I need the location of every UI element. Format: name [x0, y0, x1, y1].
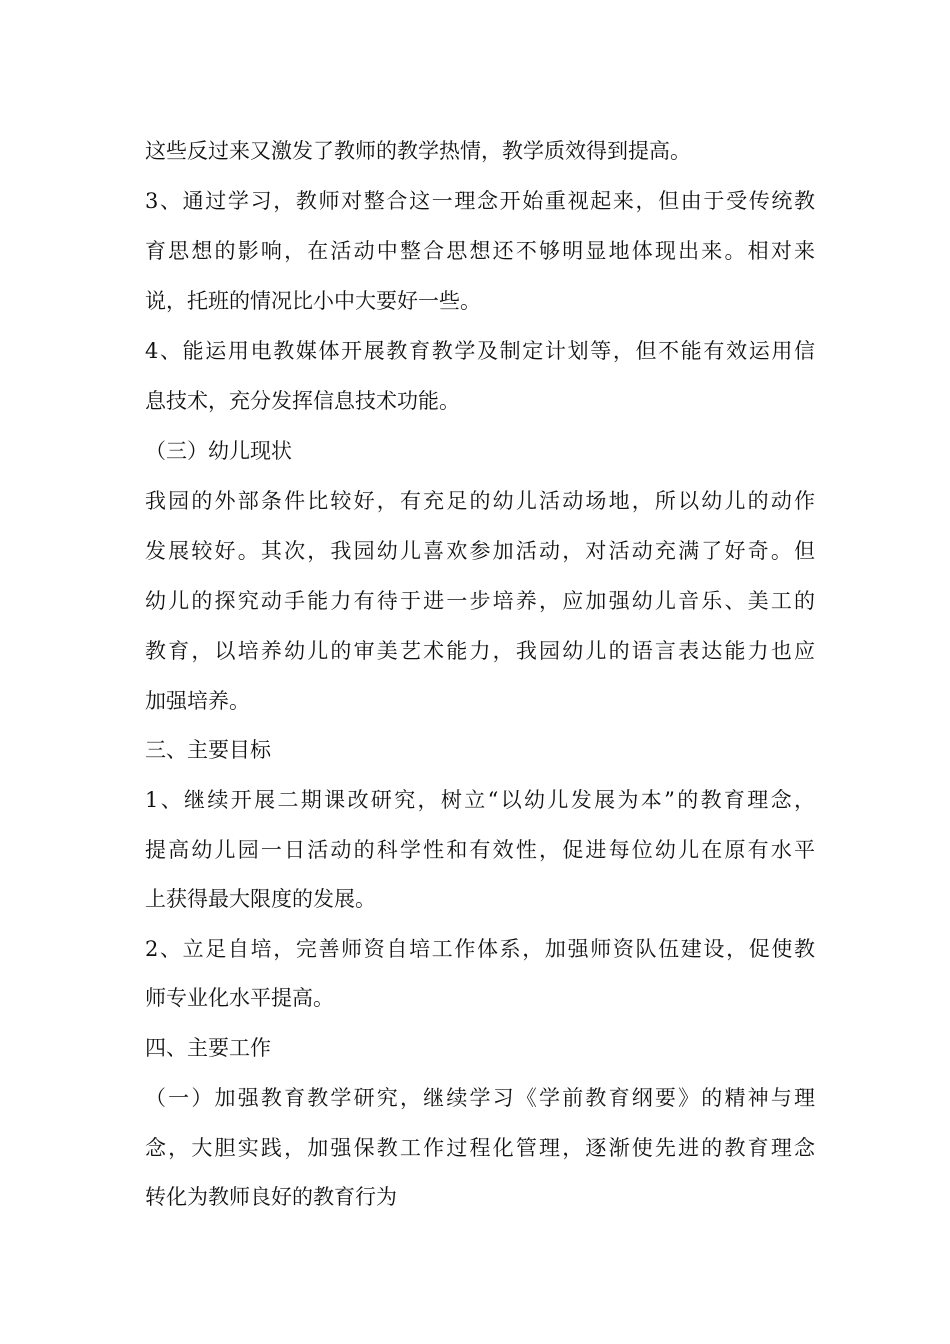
text-line-2: 3、通过学习，教师对整合这一理念开始重视起来，但由于受传统教 — [145, 189, 815, 213]
text-line-21: 念，大胆实践，加强保教工作过程化管理，逐渐使先进的教育理念 — [145, 1136, 815, 1160]
text-line-14: 1、继续开展二期课改研究，树立“以幼儿发展为本”的教育理念， — [145, 788, 815, 812]
text-line-18: 师专业化水平提高。 — [145, 986, 334, 1010]
text-line-1: 这些反过来又激发了教师的教学热情，教学质效得到提高。 — [145, 139, 691, 163]
text-line-3: 育思想的影响，在活动中整合思想还不够明显地体现出来。相对来 — [145, 239, 815, 263]
text-line-4: 说，托班的情况比小中大要好一些。 — [145, 289, 481, 313]
section-heading-children-status: （三）幼儿现状 — [145, 439, 292, 463]
text-line-10: 幼儿的探究动手能力有待于进一步培养，应加强幼儿音乐、美工的 — [145, 589, 815, 613]
text-line-6: 息技术，充分发挥信息技术功能。 — [145, 389, 460, 413]
text-line-16: 上获得最大限度的发展。 — [145, 887, 376, 911]
text-line-15: 提高幼儿园一日活动的科学性和有效性，促进每位幼儿在原有水平 — [145, 838, 815, 862]
section-heading-main-work: 四、主要工作 — [145, 1036, 271, 1060]
text-line-12: 加强培养。 — [145, 689, 250, 713]
text-line-20: （一）加强教育教学研究，继续学习《学前教育纲要》的精神与理 — [145, 1086, 815, 1110]
text-line-9: 发展较好。其次，我园幼儿喜欢参加活动，对活动充满了好奇。但 — [145, 539, 815, 563]
text-line-17: 2、立足自培，完善师资自培工作体系，加强师资队伍建设，促使教 — [145, 937, 815, 961]
text-line-8: 我园的外部条件比较好，有充足的幼儿活动场地，所以幼儿的动作 — [145, 489, 815, 513]
section-heading-main-goals: 三、主要目标 — [145, 738, 271, 762]
text-line-22: 转化为教师良好的教育行为 — [145, 1185, 397, 1209]
text-line-5: 4、能运用电教媒体开展教育教学及制定计划等，但不能有效运用信 — [145, 339, 815, 363]
text-line-11: 教育，以培养幼儿的审美艺术能力，我园幼儿的语言表达能力也应 — [145, 639, 815, 663]
